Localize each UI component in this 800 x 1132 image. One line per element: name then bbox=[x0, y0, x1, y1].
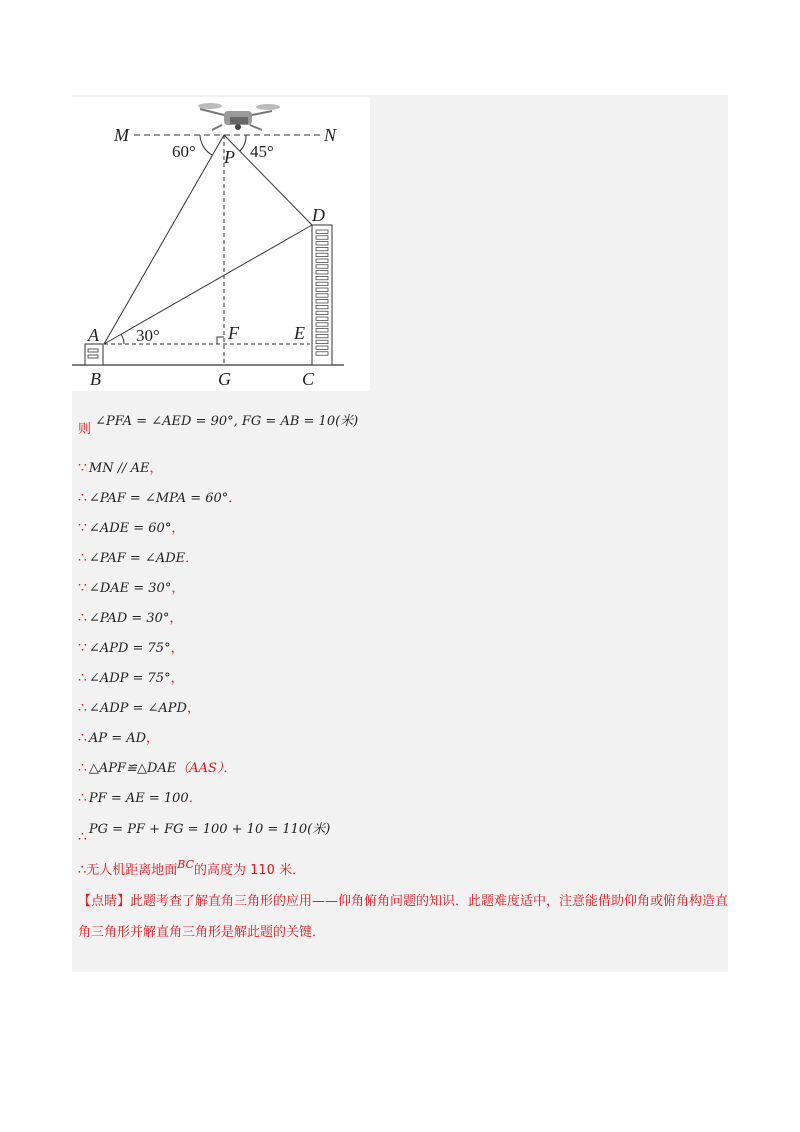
step-line bbox=[78, 757, 236, 776]
step-reason: （AAS） bbox=[176, 761, 224, 776]
angle-label-45: 45° bbox=[250, 142, 274, 161]
angle-label-30: 30° bbox=[136, 326, 160, 345]
label-g: G bbox=[218, 369, 231, 389]
conclusion-bc: BC bbox=[177, 858, 194, 871]
step-math: PF = AE = 100 bbox=[88, 791, 189, 806]
step-symbol: ∵ bbox=[78, 520, 87, 536]
label-a: A bbox=[88, 325, 99, 345]
conclusion-after: 的高度为 110 米． bbox=[194, 863, 306, 878]
step-punct: ， bbox=[171, 521, 185, 536]
step-math: ∠DAE = 30° bbox=[88, 581, 172, 596]
label-b: B bbox=[90, 369, 101, 389]
diagram-svg bbox=[72, 97, 370, 391]
step-line bbox=[78, 547, 198, 566]
conclusion-line bbox=[78, 858, 305, 878]
step-punct: ， bbox=[171, 581, 185, 596]
line-pa bbox=[104, 135, 224, 344]
step-punct: ． bbox=[223, 761, 237, 776]
first-line bbox=[78, 410, 359, 437]
step-math: PG = PF + FG = 100 + 10 = 110(米) bbox=[88, 822, 331, 837]
step-math: ∠PAF = ∠ADE bbox=[88, 551, 186, 566]
step-punct: ． bbox=[185, 551, 199, 566]
note-tag: 【点睛】 bbox=[78, 894, 131, 909]
step-symbol: ∵ bbox=[78, 580, 87, 596]
arc-45 bbox=[240, 135, 246, 151]
step-math: MN // AE bbox=[88, 461, 150, 476]
label-m: M bbox=[114, 125, 129, 145]
step-math: △APF≌△DAE bbox=[88, 761, 177, 776]
label-c: C bbox=[302, 369, 315, 389]
note-text: 此题考查了解直角三角形的应用——仰角俯角问题的知识．此题难度适中，注意能借助仰角或俯角构造直角三角形并解直角三角形是解此题的关键． bbox=[78, 894, 729, 940]
step-punct: ， bbox=[149, 461, 163, 476]
label-n: N bbox=[324, 125, 337, 145]
step-line bbox=[78, 487, 241, 506]
step-symbol: ∵ bbox=[78, 460, 87, 476]
step-punct: ， bbox=[146, 731, 160, 746]
drone-icon bbox=[198, 103, 280, 130]
step-symbol: ∴ bbox=[78, 829, 87, 845]
geometry-figure bbox=[72, 97, 370, 391]
step-symbol: ∴ bbox=[78, 670, 87, 686]
step-line bbox=[78, 577, 184, 596]
building-cd bbox=[312, 225, 332, 365]
step-line bbox=[78, 697, 200, 716]
conclusion-before: ∴无人机距离地面 bbox=[78, 863, 178, 878]
step-symbol: ∴ bbox=[78, 700, 87, 716]
step-punct: ， bbox=[186, 701, 200, 716]
step-symbol: ∴ bbox=[78, 730, 87, 746]
first-line-math: ∠PFA = ∠AED = 90°, FG = AB = 10(米) bbox=[95, 414, 359, 429]
arc-30 bbox=[121, 334, 124, 344]
step-line bbox=[78, 637, 184, 656]
step-symbol: ∴ bbox=[78, 490, 87, 506]
step-symbol: ∴ bbox=[78, 760, 87, 776]
building-ab bbox=[85, 344, 103, 365]
step-punct: ． bbox=[188, 791, 202, 806]
step-symbol: ∵ bbox=[78, 640, 87, 656]
step-math: ∠ADP = 75° bbox=[88, 671, 171, 686]
step-line bbox=[78, 457, 163, 476]
step-line bbox=[78, 517, 184, 536]
step-line bbox=[78, 607, 182, 626]
step-punct: ， bbox=[170, 671, 184, 686]
step-symbol: ∴ bbox=[78, 550, 87, 566]
step-line bbox=[78, 787, 202, 806]
step-math: ∠PAF = ∠MPA = 60° bbox=[88, 491, 229, 506]
angle-label-60: 60° bbox=[172, 142, 196, 161]
step-line bbox=[78, 818, 331, 845]
step-punct: ， bbox=[170, 641, 184, 656]
step-symbol: ∴ bbox=[78, 610, 87, 626]
note-block bbox=[78, 886, 730, 948]
label-e: E bbox=[294, 323, 305, 343]
first-line-prefix: 则 bbox=[78, 422, 92, 437]
step-symbol: ∴ bbox=[78, 790, 87, 806]
label-f: F bbox=[228, 323, 239, 343]
step-punct: ， bbox=[169, 611, 183, 626]
step-punct: ． bbox=[228, 491, 242, 506]
step-math: ∠ADP = ∠APD bbox=[88, 701, 187, 716]
step-math: AP = AD bbox=[88, 731, 147, 746]
step-line bbox=[78, 727, 159, 746]
step-math: ∠ADE = 60° bbox=[88, 521, 172, 536]
label-p: P bbox=[224, 147, 235, 167]
step-line bbox=[78, 667, 184, 686]
label-d: D bbox=[312, 205, 325, 225]
step-math: ∠PAD = 30° bbox=[88, 611, 170, 626]
arc-60 bbox=[200, 135, 212, 155]
right-angle-mark bbox=[217, 337, 224, 344]
step-math: ∠APD = 75° bbox=[88, 641, 171, 656]
